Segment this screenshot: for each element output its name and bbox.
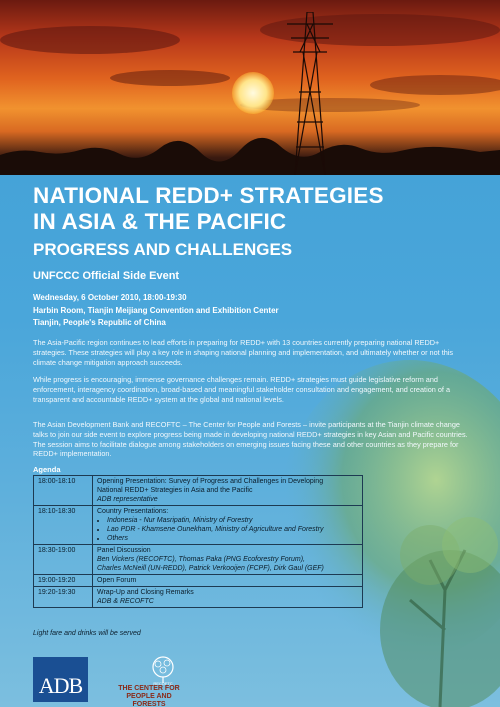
event-venue: Harbin Room, Tianjin Meijiang Convention and Exhibition Center xyxy=(33,305,279,315)
intro-paragraph: The Asia-Pacific region continues to lead efforts in preparing for REDD+ with 13 countries currently preparing national REDD+ strategies. These strategies will play a key role in shaping national planning and implementation, and ultimately whether or not this climate change mitigation approach succeeds. xyxy=(33,338,454,367)
agenda-speaker: Charles McNeill (UN-REDD), Patrick Verkooijen (FCPF), Dirk Gaul (GEF) xyxy=(97,565,324,572)
agenda-item xyxy=(93,587,363,608)
agenda-text: Panel Discussion xyxy=(97,547,151,554)
title-line-1: NATIONAL REDD+ STRATEGIES xyxy=(33,183,384,208)
presenter-item: • Indonesia - Nur Masripatin, Ministry of Forestry xyxy=(107,516,358,525)
agenda-text: Opening Presentation: Survey of Progress and Challenges in Developing xyxy=(97,478,324,485)
treeline-silhouette xyxy=(0,130,500,175)
subtitle: PROGRESS AND CHALLENGES xyxy=(33,240,293,259)
recoftc-tagline-line-1: THE CENTER FOR xyxy=(118,685,180,692)
recoftc-tagline xyxy=(109,685,189,707)
power-pylon-icon xyxy=(285,12,335,175)
presenter-list xyxy=(97,516,358,543)
agenda-item xyxy=(93,575,363,587)
agenda-text: Wrap-Up and Closing Remarks xyxy=(97,589,194,596)
agenda-item xyxy=(93,476,363,506)
agenda-speaker: ADB representative xyxy=(97,496,158,503)
agenda-item xyxy=(93,545,363,575)
agenda-time: 19:20-19:30 xyxy=(34,587,93,608)
adb-logo: ADB xyxy=(33,657,88,702)
presenter-item: • Others xyxy=(107,534,358,543)
agenda-row xyxy=(34,545,363,575)
agenda-time: 18:10-18:30 xyxy=(34,506,93,545)
agenda-item xyxy=(93,506,363,545)
main-title xyxy=(33,183,384,235)
agenda-row xyxy=(34,506,363,545)
agenda-row xyxy=(34,575,363,587)
agenda-time: 18:00-18:10 xyxy=(34,476,93,506)
title-line-2: IN ASIA & THE PACIFIC xyxy=(33,209,287,234)
agenda-row xyxy=(34,587,363,608)
agenda-speaker: ADB & RECOFTC xyxy=(97,598,154,605)
agenda-text: Open Forum xyxy=(97,577,137,584)
event-details xyxy=(33,292,279,330)
invitation-paragraph: The Asian Development Bank and RECOFTC – The Center for People and Forests – invite participants at the Tianjin climate change talks to join our side event to explore progress being made in developing national REDD+ strategies in key Asian and Pacific countries. The session aims to facilitate dialogue among stakeholders on emerging issues facing these and other countries as they prepare for REDD+ implementation. xyxy=(33,420,468,459)
sun xyxy=(232,72,274,114)
sunset-photo xyxy=(0,0,500,175)
recoftc-logo xyxy=(105,655,195,705)
event-location: Tianjin, People's Republic of China xyxy=(33,318,166,327)
event-date: Wednesday, 6 October 2010, 18:00-19:30 xyxy=(33,293,187,302)
agenda-row xyxy=(34,476,363,506)
event-type: UNFCCC Official Side Event xyxy=(33,270,180,282)
agenda-table xyxy=(33,475,363,608)
recoftc-tagline-line-2: PEOPLE AND FORESTS xyxy=(126,693,172,707)
agenda-text: Country Presentations: xyxy=(97,508,169,515)
agenda-time: 18:30-19:00 xyxy=(34,545,93,575)
presenter-item: • Lao PDR - Khamsene Ounekham, Ministry of Agriculture and Forestry xyxy=(107,525,358,534)
recoftc-wordmark: RECOFTC xyxy=(153,681,173,685)
challenges-paragraph: While progress is encouraging, immense governance challenges remain. REDD+ strategies must guide legislative reform and enforcement, interagency coordination, broad-based and meaningful stakeholder consultation and engagement, and creation of a transparent and accountable REDD+ system at the global and national levels. xyxy=(33,375,451,404)
agenda-text: National REDD+ Strategies in Asia and the Pacific xyxy=(97,487,253,494)
agenda-time: 19:00-19:20 xyxy=(34,575,93,587)
refreshments-note: Light fare and drinks will be served xyxy=(33,630,141,637)
agenda-heading: Agenda xyxy=(33,465,61,474)
tree-icon xyxy=(105,655,195,685)
agenda-speaker: Ben Vickers (RECOFTC), Thomas Paka (PNG Ecoforestry Forum), xyxy=(97,556,305,563)
